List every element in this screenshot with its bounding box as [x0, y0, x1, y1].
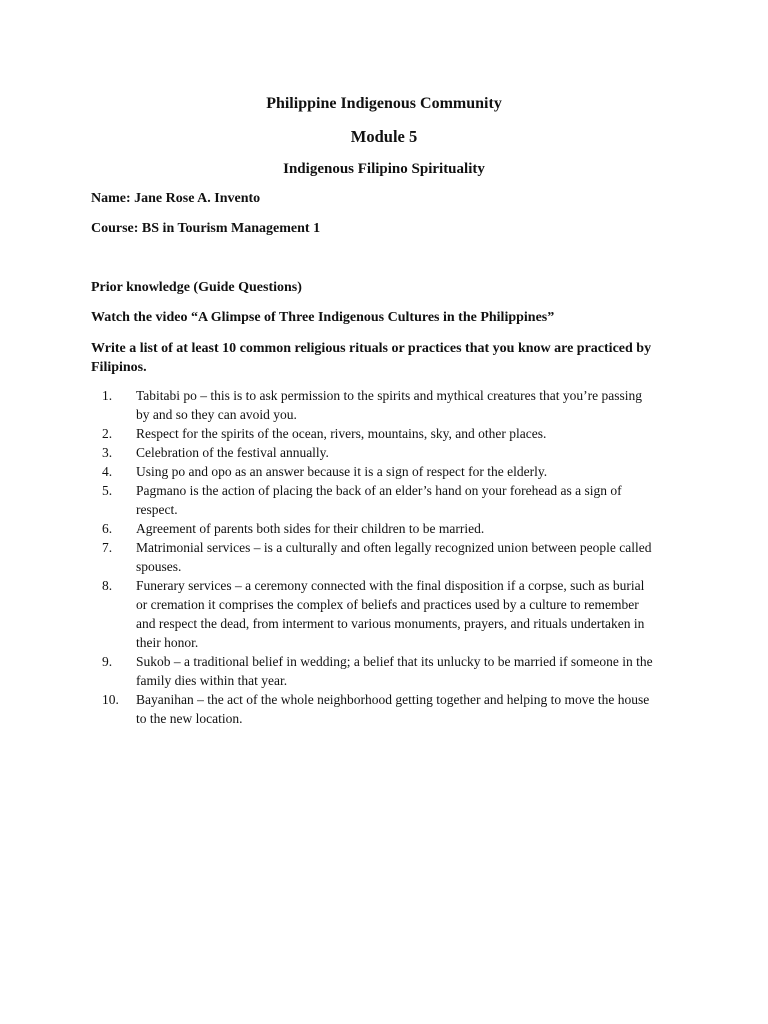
list-item [0, 443, 656, 462]
student-name: Name: Jane Rose A. Invento [91, 191, 261, 206]
list-item [0, 690, 656, 728]
list-item-number: 8. [102, 578, 113, 593]
list-item [0, 519, 656, 538]
list-instruction: Write a list of at least 10 common religious rituals or practices that you know are practiced by Filipinos. [91, 341, 652, 375]
document-title: Philippine Indigenous Community [266, 95, 502, 112]
list-item-number: 10. [102, 692, 119, 707]
list-item-text: Tabitabi po – this is to ask permission to the spirits and mythical creatures that you’re passing by and so they can avoid you. [136, 388, 642, 422]
list-item-text: Agreement of parents both sides for their children to be married. [136, 521, 485, 536]
list-item [0, 538, 656, 576]
list-item-number: 9. [102, 654, 113, 669]
list-item-number: 1. [102, 388, 113, 403]
list-item-number: 6. [102, 521, 113, 536]
student-course: Course: BS in Tourism Management 1 [91, 221, 321, 236]
list-item [0, 652, 656, 690]
list-item [0, 386, 656, 424]
list-item-text: Celebration of the festival annually. [136, 445, 329, 460]
list-item-number: 2. [102, 426, 113, 441]
video-instruction: Watch the video “A Glimpse of Three Indigenous Cultures in the Philippines” [91, 310, 555, 325]
list-item [0, 481, 656, 519]
list-item-number: 5. [102, 483, 113, 498]
list-item-number: 7. [102, 540, 113, 555]
list-item-text: Using po and opo as an answer because it is a sign of respect for the elderly. [136, 464, 548, 479]
list-item [0, 576, 656, 652]
practices-list [0, 386, 768, 728]
list-item [0, 462, 656, 481]
module-heading: Module 5 [350, 127, 418, 146]
list-item [0, 424, 656, 443]
prior-knowledge-heading: Prior knowledge (Guide Questions) [91, 280, 302, 295]
list-item-text: Respect for the spirits of the ocean, rivers, mountains, sky, and other places. [136, 426, 547, 441]
list-item-number: 3. [102, 445, 113, 460]
list-item-text: Sukob – a traditional belief in wedding; a belief that its unlucky to be married if someone in the family dies within that year. [136, 654, 653, 688]
list-item-text: Matrimonial services – is a culturally and often legally recognized union between people called spouses. [136, 540, 652, 574]
module-subtitle: Indigenous Filipino Spirituality [283, 161, 485, 177]
list-item-text: Funerary services – a ceremony connected with the final disposition if a corpse, such as burial or cremation it comprises the complex of beliefs and practices used by a culture to remember and respect the dead, from interment to various monuments, prayers, and rituals undertaken in their honor. [136, 578, 645, 650]
list-item-text: Pagmano is the action of placing the back of an elder’s hand on your forehead as a sign of respect. [136, 483, 622, 517]
list-item-number: 4. [102, 464, 113, 479]
list-item-text: Bayanihan – the act of the whole neighborhood getting together and helping to move the house to the new location. [136, 692, 650, 726]
